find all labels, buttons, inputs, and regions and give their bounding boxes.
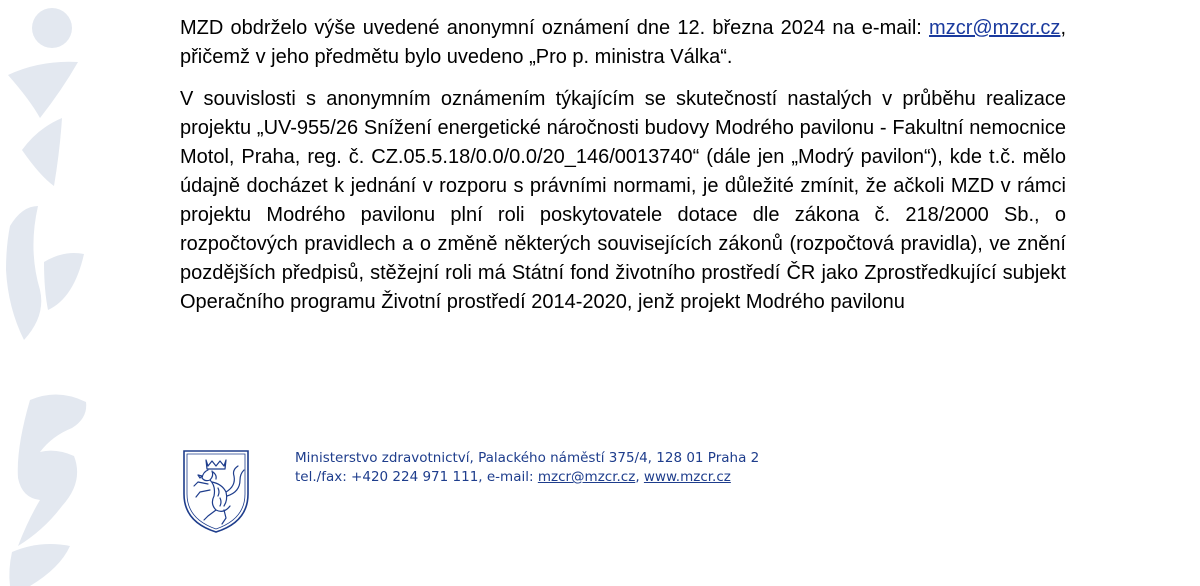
email-link[interactable]: mzcr@mzcr.cz — [929, 17, 1061, 39]
letterhead-footer — [180, 448, 880, 538]
paragraph-1-text-start: MZD obdrželo výše uvedené anonymní oznámení dne 12. března 2024 na e-mail: — [180, 17, 930, 39]
paragraph-1-text-end: , přičemž v jeho předmětu bylo uvedeno „Pro p. ministra Válka“. — [180, 17, 1066, 68]
footer-website-link[interactable]: www.mzcr.cz — [643, 469, 731, 485]
footer-contact-block — [295, 449, 759, 487]
czech-lion-coat-of-arms-icon — [180, 448, 252, 534]
letter-body — [180, 14, 1066, 330]
ministry-logo-watermark-icon — [0, 0, 120, 586]
footer-address: Ministerstvo zdravotnictví, Palackého náměstí 375/4, 128 01 Praha 2 — [295, 450, 760, 466]
footer-separator: , — [635, 469, 644, 485]
letter-paragraph-2: V souvislosti s anonymním oznámením týkajícím se skutečností nastalých v průběhu realizace projektu „UV-955/26 Snížení energetické náročnosti budovy Modrého pavilonu - Fakultní nemocnice Motol, Praha, reg. č. CZ.05.5.18/0.0/0.0/20_146/0013740“ (dále jen „Modrý pavilon“), kde t.č. mělo údajně docházet k jednání v rozporu s právními normami, je důležité zmínit, že ačkoli MZD v rámci projektu Modrého pavilonu plní roli poskytovatele dotace dle zákona č. 218/2000 Sb., o rozpočtových pravidlech a o změně některých souvisejících zákonů (rozpočtová pravidla), ve znění pozdějších předpisů, stěžejní roli má Státní fond životního prostředí ČR jako Zprostředkující subjekt Operačního programu Životní prostředí 2014-2020, jenž projekt Modrého pavilonu — [180, 88, 1066, 313]
letter-paragraph-1 — [180, 14, 1066, 72]
footer-contact-line — [295, 468, 759, 487]
footer-phone-fax: tel./fax: +420 224 971 111, e-mail: — [295, 469, 538, 485]
footer-email-link[interactable]: mzcr@mzcr.cz — [537, 469, 636, 485]
